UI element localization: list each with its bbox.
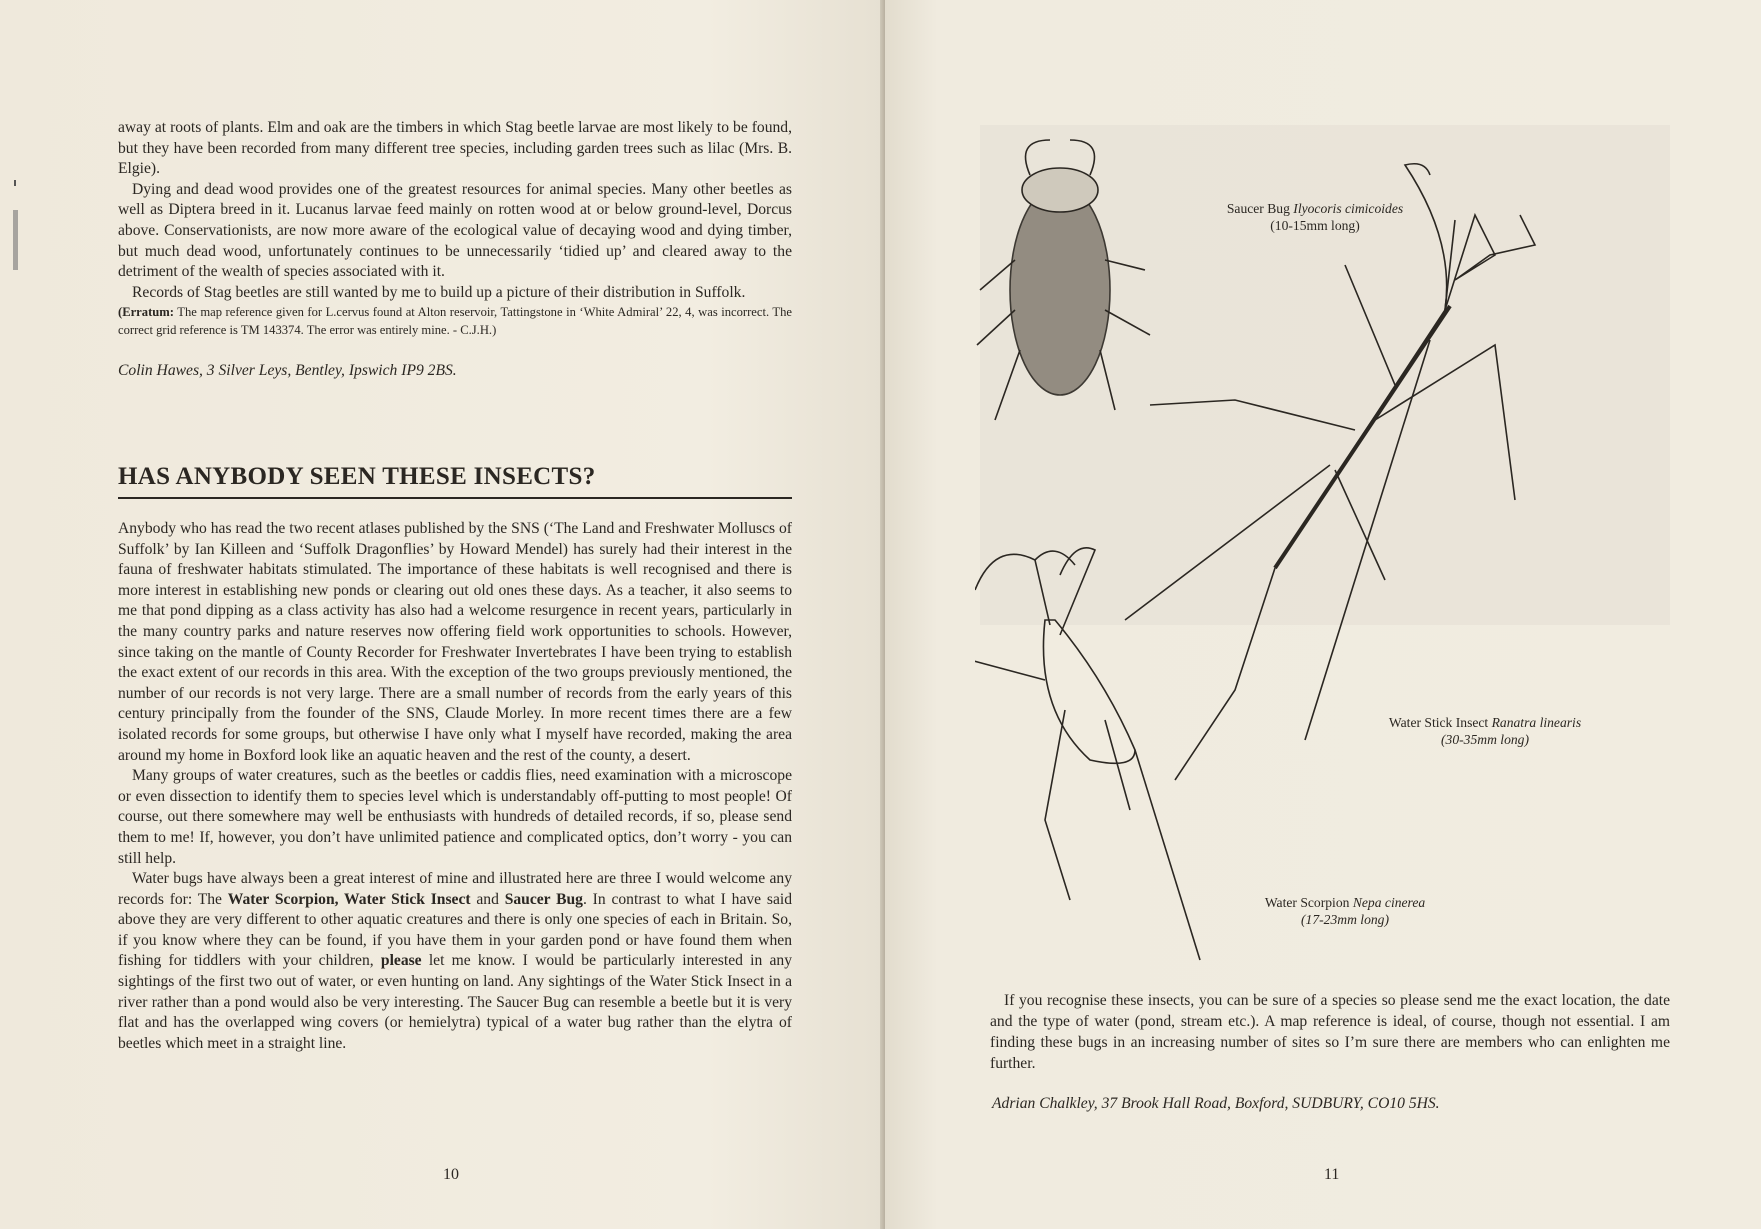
insect-illustrations (975, 120, 1675, 980)
text-run: and (470, 890, 505, 908)
caption-name: Saucer Bug (1226, 201, 1294, 216)
body-paragraph: Dying and dead wood provides one of the greatest resources for animal species. Many other beetles as well as Diptera breed in it. Lucanus larvae feed mainly on rotten wood at or below ground-level, Dorcus above. Conservationists, are now more aware of the ecological value of decaying wood and dying timber, but much dead wood, unfortunately continues to be unnecessarily ‘tidied up’ and cleared away to the detriment of the wealth of species associated with it. (118, 180, 792, 281)
bold-run: please (380, 952, 422, 970)
text-run: Water bugs have always been a great interest of mine and illustrated here are three I would welcome any records for: The (118, 870, 792, 908)
caption-size: (10-15mm long) (1270, 218, 1360, 233)
insects-article (118, 519, 792, 1054)
page-number-left: 10 (443, 1166, 459, 1183)
caption-saucer-bug (1170, 200, 1460, 234)
caption-latin: Ilyocoris cimicoides (1293, 201, 1404, 216)
caption-name: Water Scorpion (1264, 895, 1353, 910)
caption-latin: Ranatra linearis (1491, 715, 1582, 730)
page-number-right: 11 (1324, 1166, 1340, 1183)
stag-beetle-article-end (118, 118, 792, 382)
body-paragraph: away at roots of plants. Elm and oak are the timbers in which Stag beetle larvae are most likely to be found, but they have been recorded from many different tree species, including garden trees such as lilac (Mrs. B. Elgie). (118, 119, 792, 178)
body-paragraph: Many groups of water creatures, such as the beetles or caddis flies, need examination with a microscope or even dissection to identify them to species level which is understandably off-putting to most people! Of course, out there somewhere may well be enthusiasts with hundreds of detailed records, if so, please send them to me! If, however, you don’t have unlimited patience and complicated optics, don’t worry - you can still help. (118, 767, 792, 867)
article-heading: HAS ANYBODY SEEN THESE INSECTS? (118, 463, 792, 499)
body-paragraph (118, 869, 792, 1054)
body-paragraph: Records of Stag beetles are still wanted by me to build up a picture of their distribution in Suffolk. (132, 283, 746, 301)
margin-stamp-marks (10, 180, 24, 300)
body-paragraph: Anybody who has read the two recent atlases published by the SNS (‘The Land and Freshwater Molluscs of Suffolk’ by Ian Killeen and ‘Suffolk Dragonflies’ by Howard Mendel) has surely had their interest in the fauna of freshwater habitats stimulated. The importance of these habitats is well recognised and there is more interest in establishing new ponds or clearing out old ones these days. As a teacher, it also seems to me that pond dipping as a class activity has also had a welcome resurgence in recent years, particularly in the many country parks and nature reserves now offering field work opportunities to schools. However, since taking on the mantle of County Recorder for Freshwater Invertebrates I have been trying to establish the exact extent of our records in this area. With the exception of the two groups previously mentioned, the number of our records is not very large. There are a small number of records from the early years of this century principally from the founder of the SNS, Claude Morley. In more recent times there are a few isolated records for some groups, but otherwise I have only what I myself have recorded, making the area around my home in Boxford look like an aquatic heaven and the rest of the county, a desert. (118, 520, 792, 764)
erratum-label: (Erratum: (118, 305, 174, 320)
caption-size: (30-35mm long) (1441, 732, 1529, 747)
erratum-text: The map reference given for L.cervus found at Alton reservoir, Tattingstone in ‘White Admiral’ 22, 4, was incorrect. The correct grid reference is TM 143374. The error was entirely mine. - C.J.H.) (118, 305, 792, 338)
caption-name: Water Stick Insect (1388, 715, 1492, 730)
caption-latin: Nepa cinerea (1352, 895, 1426, 910)
caption-size: (17-23mm long) (1301, 912, 1389, 927)
caption-water-stick-insect (1335, 714, 1635, 748)
text-run: . In contrast to what I have said above they are very different to other aquatic creatures and there is only one species of each in Britain. So, if you know where they can be found, if you have them in your garden pond or have found them when fishing for tiddlers with your children, (118, 890, 793, 970)
bold-run: Saucer Bug (504, 890, 583, 908)
author-signature: Colin Hawes, 3 Silver Leys, Bentley, Ipswich IP9 2BS. (118, 362, 457, 380)
request-paragraph-block (990, 990, 1670, 1074)
text-run: let me know. I would be particularly interested in any sightings of the first two out of water, or even hunting on land. Any sightings of the Water Stick Insect in a river rather than a pond would also be very interesting. The Saucer Bug can resemble a beetle but it is very flat and has the overlapped wing covers (or hemielytra) typical of a water bug rather than the elytra of beetles which meet in a straight line. (118, 952, 792, 1052)
author-signature: Adrian Chalkley, 37 Brook Hall Road, Boxford, SUDBURY, CO10 5HS. (992, 1095, 1440, 1112)
erratum-note (118, 303, 792, 339)
caption-water-scorpion (1200, 894, 1490, 928)
body-paragraph: If you recognise these insects, you can be sure of a species so please send me the exact location, the date and the type of water (pond, stream etc.). A map reference is ideal, of course, though not essential. I am finding these bugs in an increasing number of sites so I’m sure there are members who can enlighten me further. (990, 992, 1670, 1072)
bold-run: Water Scorpion, Water Stick Insect (227, 890, 471, 908)
